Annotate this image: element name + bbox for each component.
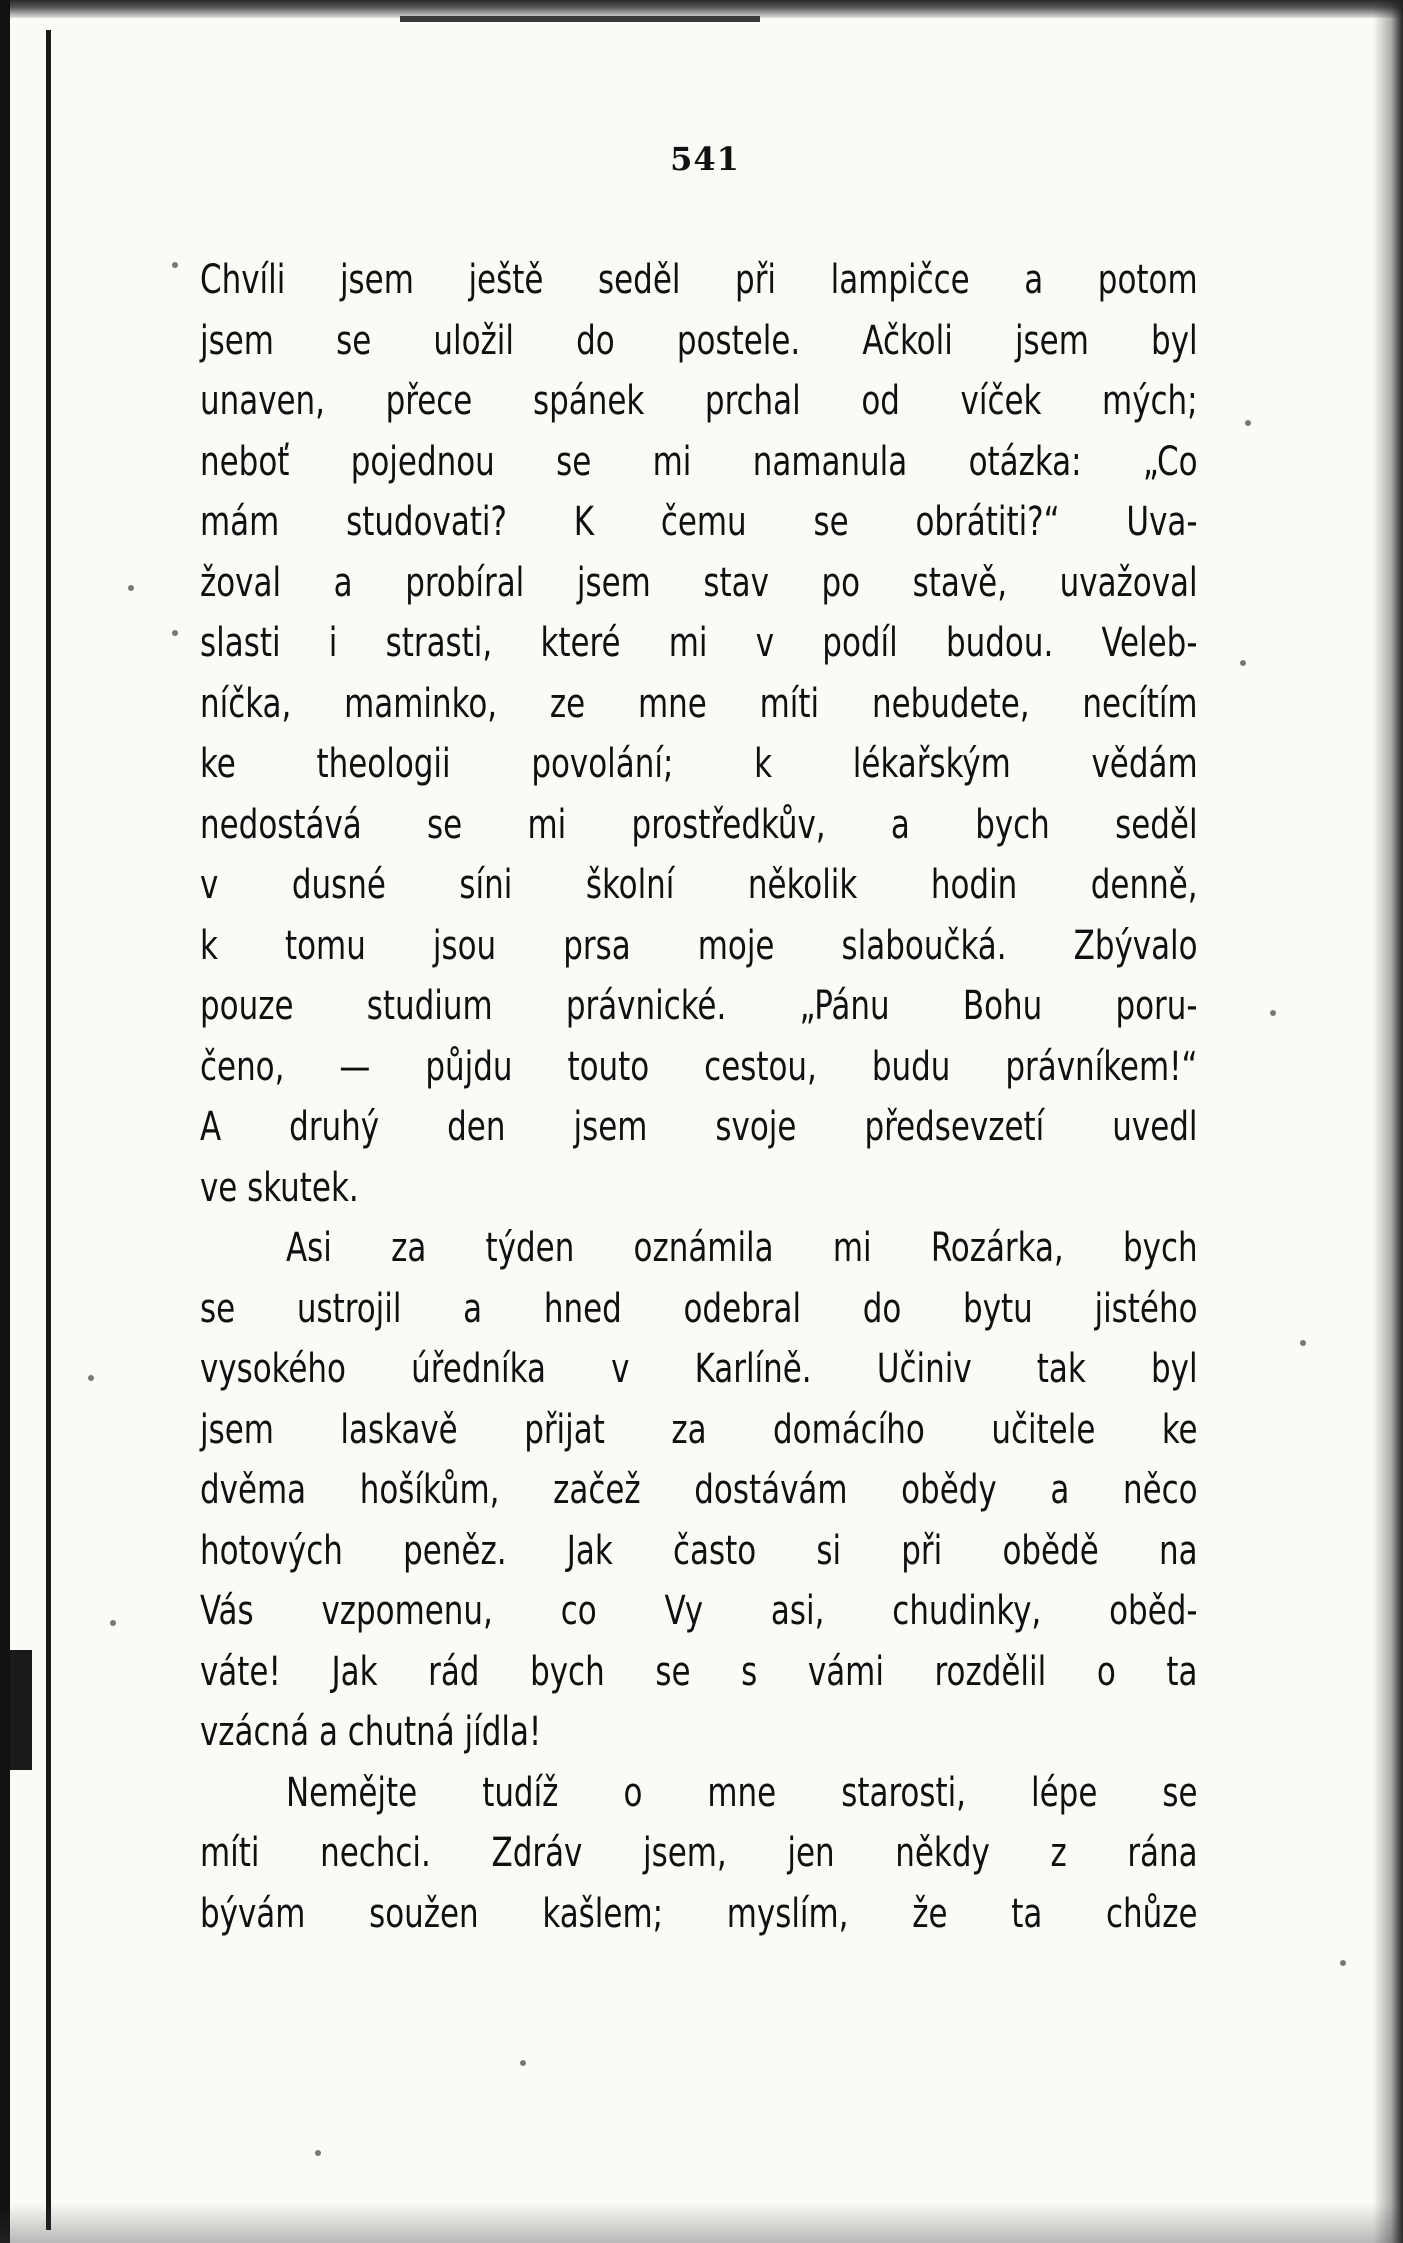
scan-speck — [1300, 1340, 1306, 1346]
scan-speck — [110, 1620, 116, 1626]
text-line: vysokého úředníka v Karlíně. Učiniv tak byl — [200, 1346, 1198, 1392]
text-line: jsem se uložil do postele. Ačkoli jsem byl — [200, 317, 1198, 364]
text-line: ve skutek. — [200, 1164, 359, 1211]
text-line: vzácná a chutná jídla! — [200, 1709, 542, 1755]
text-line: unaven, přece spánek prchal od víček mých; — [200, 378, 1198, 424]
text-line: Asi za týden oznámila mi Rozárka, bych — [286, 1225, 1198, 1271]
scan-speck — [1340, 1960, 1346, 1966]
text-line: Chvíli jsem ještě seděl při lampičce a potom — [200, 257, 1198, 303]
text-line: hotových peněz. Jak často si při obědě na — [200, 1527, 1198, 1574]
scan-speck — [1270, 1010, 1276, 1016]
scan-left-mark — [10, 1650, 32, 1770]
text-line: váte! Jak rád bych se s vámi rozdělil o ta — [200, 1648, 1198, 1695]
body-text — [200, 250, 1198, 1944]
scan-top-edge-mark — [400, 16, 760, 22]
scan-speck — [172, 630, 178, 636]
text-line: neboť pojednou se mi namanula otázka: „Co — [200, 438, 1198, 485]
scan-binding-line — [46, 30, 51, 2230]
text-line: míti nechci. Zdráv jsem, jen někdy z rána — [200, 1830, 1198, 1876]
text-line: níčka, maminko, ze mne míti nebudete, necítím — [200, 680, 1198, 727]
text-line: čeno, — půjdu touto cestou, budu právníkem!“ — [200, 1043, 1198, 1090]
scan-speck — [88, 1375, 94, 1381]
text-line: dvěma hošíkům, začež dostávám obědy a něco — [200, 1467, 1198, 1513]
scan-left-edge — [0, 0, 10, 2243]
text-line: v dusné síni školní několik hodin denně, — [200, 862, 1198, 908]
text-line: A druhý den jsem svoje předsevzetí uvedl — [200, 1104, 1198, 1150]
text-line: Nemějte tudíž o mne starosti, lépe se — [286, 1769, 1198, 1816]
text-line: se ustrojil a hned odebral do bytu jistého — [200, 1285, 1198, 1332]
text-line: nedostává se mi prostředkův, a bych seděl — [200, 801, 1198, 848]
scan-speck — [315, 2150, 321, 2156]
page-number: 541 — [670, 140, 740, 178]
text-line: bývám soužen kašlem; myslím, že ta chůze — [200, 1890, 1198, 1937]
text-line: žoval a probíral jsem stav po stavě, uvažoval — [200, 559, 1198, 606]
paragraph-1 — [200, 250, 1198, 1218]
scan-speck — [172, 262, 178, 268]
text-line: Vás vzpomenu, co Vy asi, chudinky, oběd- — [200, 1588, 1198, 1634]
text-line: k tomu jsou prsa moje slaboučká. Zbývalo — [200, 922, 1198, 969]
scan-bottom-edge — [0, 2203, 1403, 2243]
scan-speck — [520, 2060, 526, 2066]
scan-right-edge — [1373, 0, 1403, 2243]
paragraph-2 — [200, 1218, 1198, 1763]
scan-speck — [1240, 660, 1246, 666]
scan-speck — [128, 585, 134, 591]
text-line: pouze studium právnické. „Pánu Bohu poru- — [200, 983, 1198, 1029]
text-line: mám studovati? K čemu se obrátiti?“ Uva- — [200, 499, 1198, 545]
text-line: ke theologii povolání; k lékařským vědám — [200, 741, 1198, 787]
text-line: jsem laskavě přijat za domácího učitele ke — [200, 1406, 1198, 1453]
text-line: slasti i strasti, které mi v podíl budou. Veleb- — [200, 620, 1198, 666]
paragraph-3 — [200, 1763, 1198, 1945]
scan-speck — [1245, 420, 1251, 426]
